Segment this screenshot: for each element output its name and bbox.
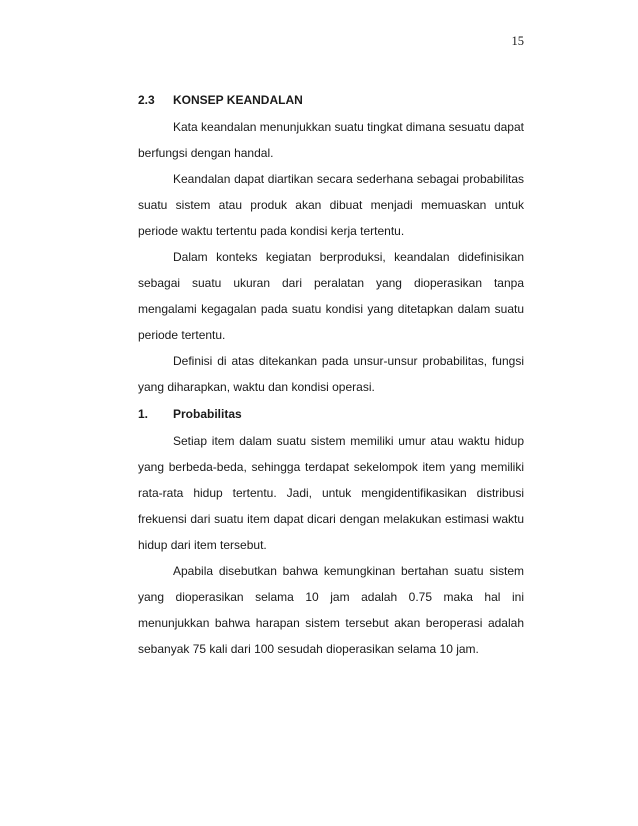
subsection-number: 1. xyxy=(138,407,149,421)
paragraph-probability-definition: Keandalan dapat diartikan secara sederhana sebagai probabilitas suatu sistem atau produk akan dibuat menjadi memuaskan untuk periode waktu tertentu pada kondisi kerja tertentu. xyxy=(138,172,524,238)
paragraph-definition: Kata keandalan menunjukkan suatu tingkat dimana sesuatu dapat berfungsi dengan handal. xyxy=(138,120,524,160)
section-title: KONSEP KEANDALAN xyxy=(173,93,303,107)
paragraph-item-lifetime: Setiap item dalam suatu sistem memiliki umur atau waktu hidup yang berbeda-beda, sehingga terdapat sekelompok item yang memiliki rata-rata hidup tertentu. Jadi, untuk mengidentifikasikan distribusi frekuensi dari suatu item dapat dicari dengan melakukan estimasi waktu hidup dari item tersebut. xyxy=(138,434,524,552)
page-content xyxy=(138,88,524,662)
section-number: 2.3 xyxy=(138,93,155,107)
section-heading xyxy=(138,88,524,112)
subsection-title: Probabilitas xyxy=(173,407,242,421)
subsection-heading xyxy=(138,402,524,426)
paragraph-survival-example: Apabila disebutkan bahwa kemungkinan bertahan suatu sistem yang dioperasikan selama 10 jam adalah 0.75 maka hal ini menunjukkan bahwa harapan sistem tersebut akan beroperasi adalah sebanyak 75 kali dari 100 sesudah dioperasikan selama 10 jam. xyxy=(138,564,524,656)
paragraph-elements: Definisi di atas ditekankan pada unsur-unsur probabilitas, fungsi yang diharapkan, waktu dan kondisi operasi. xyxy=(138,354,524,394)
paragraph-production-context: Dalam konteks kegiatan berproduksi, keandalan didefinisikan sebagai suatu ukuran dari peralatan yang dioperasikan tanpa mengalami kegagalan pada suatu kondisi yang ditetapkan dalam suatu periode tertentu. xyxy=(138,250,524,342)
page-number: 15 xyxy=(511,34,524,48)
